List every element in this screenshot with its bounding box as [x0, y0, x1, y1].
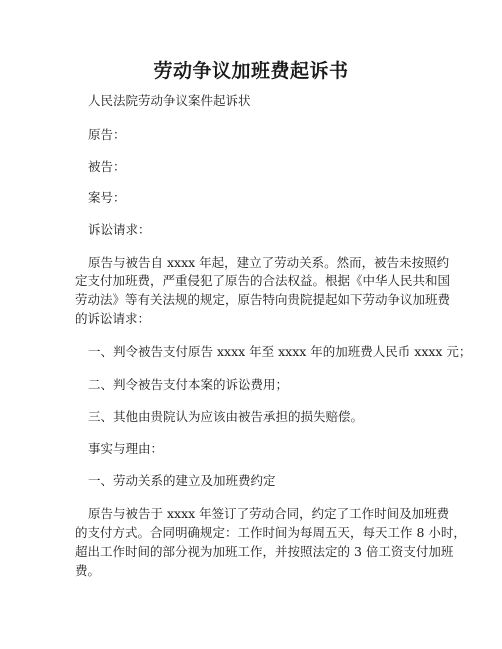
claim-item-2: 二、判令被告支付本案的诉讼费用； — [88, 377, 289, 392]
paragraph-line: 的支付方式。合同明确规定：工作时间为每周五天，每天工作 8 小时， — [75, 525, 466, 540]
case-number-label: 案号： — [88, 190, 126, 205]
paragraph-line: 的诉讼请求： — [75, 311, 151, 326]
plaintiff-label: 原告： — [88, 127, 126, 142]
paragraph-line: 原告与被告自 xxxx 年起，建立了劳动关系。然而，被告未按照约 — [88, 255, 450, 270]
document-title: 劳动争议加班费起诉书 — [153, 60, 349, 82]
facts-heading: 事实与理由： — [88, 441, 164, 456]
paragraph-line: 原告与被告于 xxxx 年签订了劳动合同，约定了工作时间及加班费 — [88, 506, 450, 521]
paragraph-line: 超出工作时间的部分视为加班工作，并按照法定的 3 倍工资支付加班 — [75, 544, 454, 559]
claim-item-3: 三、其他由贵院认为应该由被告承担的损失赔偿。 — [88, 409, 364, 424]
paragraph-line: 定支付加班费，严重侵犯了原告的合法权益。根据《中华人民共和国 — [75, 273, 451, 288]
claims-heading: 诉讼请求： — [88, 222, 151, 237]
claim-item-1: 一、判令被告支付原告 xxxx 年至 xxxx 年的加班费人民币 xxxx 元； — [88, 344, 472, 359]
defendant-label: 被告： — [88, 159, 126, 174]
paragraph-line: 劳动法》等有关法规的规定，原告特向贵院提起如下劳动争议加班费 — [75, 292, 451, 307]
court-header-line: 人民法院劳动争议案件起诉状 — [88, 93, 251, 108]
paragraph-line: 费。 — [75, 563, 101, 578]
facts-subheading: 一、劳动关系的建立及加班费约定 — [88, 473, 276, 488]
